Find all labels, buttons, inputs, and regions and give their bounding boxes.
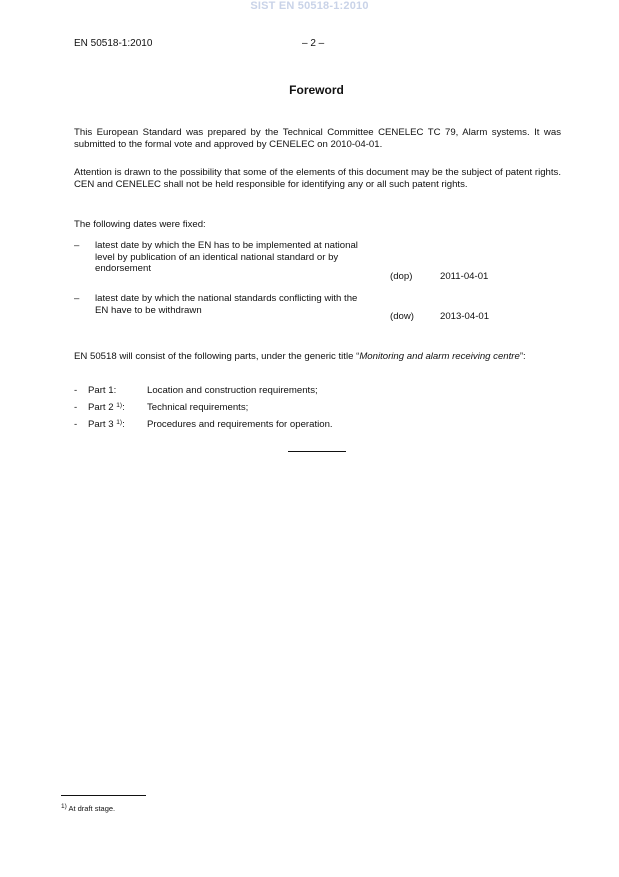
dash-marker: – xyxy=(74,240,80,251)
part-description: Technical requirements; xyxy=(147,402,249,413)
footnote-marker: 1) xyxy=(61,803,67,810)
part-label xyxy=(88,402,125,413)
date-item-dow-date: 2013-04-01 xyxy=(440,311,490,322)
part-label-text: Part 2 xyxy=(88,402,114,413)
part-label-text: Part 3 xyxy=(88,419,114,430)
footnote-ref: 1) xyxy=(116,402,123,409)
part-description: Location and construction requirements; xyxy=(147,385,318,396)
header-document-id: EN 50518-1:2010 xyxy=(74,38,153,49)
paragraph-parts-intro xyxy=(74,351,561,363)
footnote-ref: 1) xyxy=(116,419,123,426)
paragraph-prepared-by: This European Standard was prepared by the Technical Committee CENELEC TC 79, Alarm systems. It was submitted to the formal vote and approved by CENELEC on 2010-04-01. xyxy=(74,127,561,150)
date-item-dop-code: (dop) xyxy=(390,271,413,282)
header-page-number: – 2 – xyxy=(302,38,325,49)
page-title: Foreword xyxy=(289,83,344,97)
paragraph-patent-rights: Attention is drawn to the possibility that some of the elements of this document may be the subject of patent rights. CEN and CENELEC shall not be held responsible for identifying any or all such patent rights. xyxy=(74,167,561,190)
end-rule xyxy=(288,451,346,452)
footnote-separator xyxy=(61,795,146,796)
parts-intro-text: EN 50518 will consist of the following parts, under the generic title “ xyxy=(74,351,360,362)
watermark: SIST EN 50518-1:2010 xyxy=(250,0,369,12)
footnote xyxy=(61,803,115,813)
generic-title: Monitoring and alarm receiving centre xyxy=(359,351,520,362)
part-label-colon: : xyxy=(122,419,125,430)
footnote-text: At draft stage. xyxy=(68,804,116,813)
part-label-colon: : xyxy=(122,402,125,413)
date-item-dop-text: latest date by which the EN has to be implemented at national level by publication of an identical national standard or by endorsement xyxy=(95,240,358,274)
parts-intro-end: ”: xyxy=(519,351,526,362)
date-item-dop-date: 2011-04-01 xyxy=(440,271,489,282)
paragraph-dates-intro: The following dates were fixed: xyxy=(74,219,206,230)
list-bullet: - xyxy=(74,402,78,413)
date-item-dow-code: (dow) xyxy=(390,311,414,322)
list-bullet: - xyxy=(74,385,78,396)
date-item-dow-text: latest date by which the national standards conflicting with the EN have to be withdrawn xyxy=(95,293,358,316)
list-bullet: - xyxy=(74,419,78,430)
part-label: Part 1: xyxy=(88,385,117,396)
part-label xyxy=(88,419,125,430)
dash-marker: – xyxy=(74,293,80,304)
part-description: Procedures and requirements for operation. xyxy=(147,419,333,430)
